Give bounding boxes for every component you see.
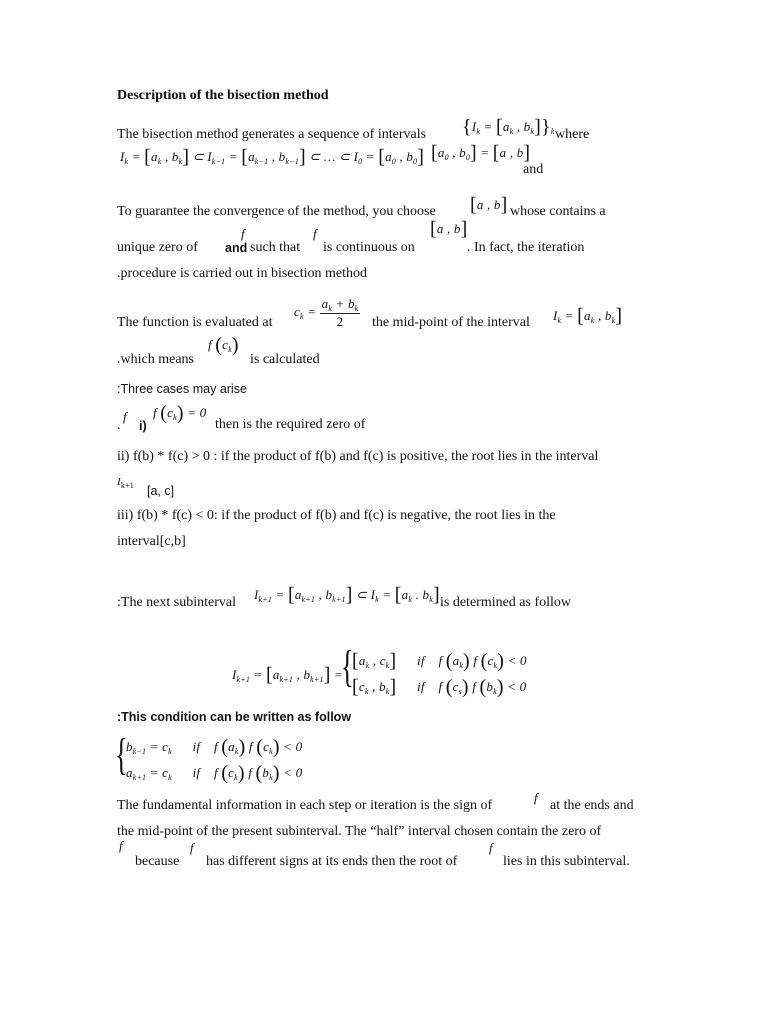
initial-interval-formula: [$a_0$ , $b_0] = [a$ , b] — [431, 142, 531, 164]
piecewise-lhs-formula: $I_{k+1} = [a_{k+1}$ , $b_{k+1}$] = — [232, 664, 344, 686]
paragraph-text: is calculated — [250, 352, 320, 367]
f-of-ck-formula: f $(c_k)$ — [208, 334, 239, 356]
condition-case-1: $b_{k-1} = c_k$ if f $(a_k)$ f $(c_k) < 0$ — [126, 736, 303, 758]
paragraph-text: and — [225, 241, 248, 255]
paragraph-text: such that — [250, 240, 301, 255]
interval-ik-formula: $I_k = [a_k$ , $b_k$] — [553, 305, 623, 327]
paragraph-text: The function is evaluated at — [117, 315, 273, 330]
function-f-symbol: f — [241, 226, 245, 241]
function-f-symbol: f — [119, 838, 123, 853]
paragraph-text: the mid-point of the interval — [372, 315, 530, 330]
midpoint-formula: $c_k$ = $\frac{a_k + b_k}{2}$ — [294, 296, 359, 329]
case-2-interval: [a, c] — [147, 484, 175, 498]
paragraph-text: and — [523, 162, 544, 177]
case-1-text: then is the required zero of — [215, 417, 366, 432]
condition-case-2: $a_{k+1} = c_k$ if f $(c_k)$ f $(b_k) < 0$ — [126, 762, 303, 784]
paragraph-text: unique zero of — [117, 240, 198, 255]
paragraph-text: To guarantee the convergence of the method, you choose — [117, 204, 436, 219]
case-3-text: interval[c,b] — [117, 534, 186, 549]
function-f-symbol: f — [123, 409, 127, 424]
function-f-symbol: f — [313, 226, 317, 241]
next-subinterval-formula: $I_{k+1} = [a_{k+1}$ , $b_{k+1}$] ⊂ $I_k = [a_k$ . $b_k$] — [254, 584, 440, 606]
case-1-label: i) — [139, 419, 147, 433]
sequence-formula: {$I_k = [a_k$ , $b_k]\}_k$ — [462, 116, 555, 138]
paragraph-text: lies in this subinterval. — [503, 854, 630, 869]
case-1-dot: . — [117, 418, 121, 433]
paragraph-text: . In fact, the iteration — [467, 240, 585, 255]
paragraph-text: has different signs at its ends then the root of — [206, 854, 458, 869]
paragraph-text: :The next subinterval — [117, 595, 236, 610]
nested-intervals-formula: $I_k = [a_k$ , $b_k$] ⊂ $I_{k-1} = [a_{k-1}$ , $b_{k-1}$] ⊂ … ⊂ $I_0 = [a_0$ , $b_0$] — [120, 146, 425, 168]
paragraph-text: is determined as follow — [440, 595, 572, 610]
piecewise-case-1: [$a_k$ , $c_k$] if f $(a_k)$ f $(c_k) < 0$ — [352, 650, 527, 672]
document-title: Description of the bisection method — [117, 88, 329, 103]
function-f-symbol: f — [489, 840, 493, 855]
section-heading: :Three cases may arise — [117, 382, 247, 396]
paragraph-text: at the ends and — [550, 798, 634, 813]
condition-brace: { — [115, 730, 128, 779]
section-heading: :This condition can be written as follow — [117, 710, 352, 724]
function-f-symbol: f — [534, 790, 538, 805]
interval-ab-formula: [a , b] — [470, 194, 508, 216]
interval-i-kplus1-symbol: $I_{k+1}$ — [117, 476, 134, 490]
paragraph-text: is continuous on — [323, 240, 415, 255]
function-f-symbol: f — [190, 840, 194, 855]
zero-condition-formula: f $(c_k) = 0$ — [153, 402, 207, 424]
paragraph-text: whose contains a — [510, 204, 606, 219]
piecewise-case-2: [$c_k$ , $b_k$] if f $(c_s)$ f $(b_k) < 0$ — [352, 676, 527, 698]
paragraph-text: .procedure is carried out in bisection method — [117, 266, 367, 281]
piecewise-brace: { — [341, 642, 354, 691]
paragraph-text: .which means — [117, 352, 194, 367]
case-2-text: ii) f(b) * f(c) > 0 : if the product of f(b) and f(c) is positive, the root lies in the interval — [117, 449, 599, 464]
paragraph-text: The bisection method generates a sequence of intervals — [117, 127, 427, 142]
paragraph-text: where — [555, 127, 590, 142]
paragraph-text: The fundamental information in each step or iteration is the sign of — [117, 798, 493, 813]
paragraph-text: because — [135, 854, 180, 869]
interval-ab-formula: [a , b] — [430, 218, 468, 240]
case-3-text: iii) f(b) * f(c) < 0: if the product of f(b) and f(c) is negative, the root lies in the — [117, 508, 556, 523]
paragraph-text: the mid-point of the present subinterval. The “half” interval chosen contain the zero of — [117, 824, 602, 839]
